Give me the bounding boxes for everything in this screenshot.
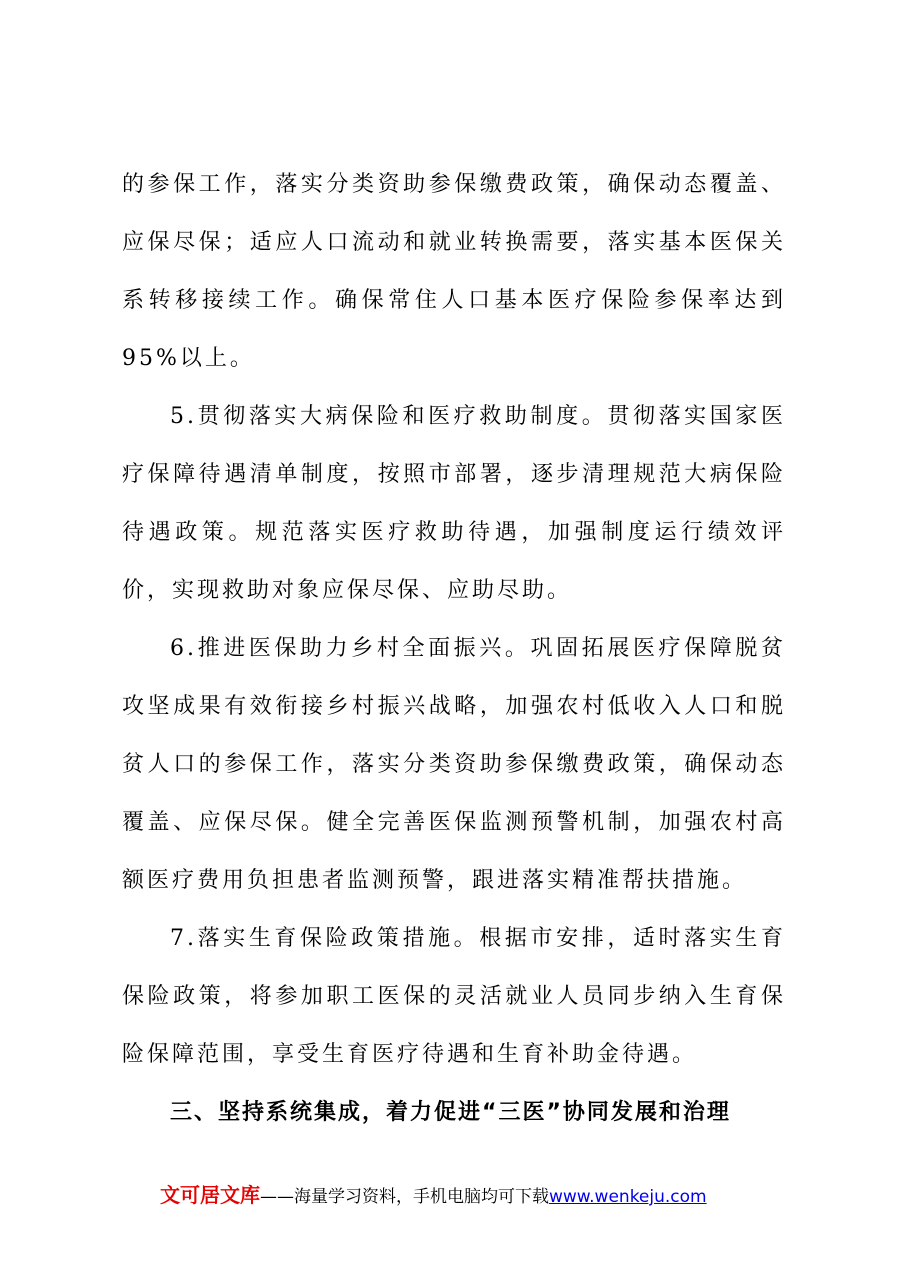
document-body <box>122 156 786 1142</box>
footer-banner <box>160 1181 780 1211</box>
paragraph-continuation: 的参保工作，落实分类资助参保缴费政策，确保动态覆盖、应保尽保；适应人口流动和就业转换需要，落实基本医保关系转移接续工作。确保常住人口基本医疗保险参保率达到95%以上。 <box>122 172 786 371</box>
paragraph-item-5: 5.贯彻落实大病保险和医疗救助制度。贯彻落实国家医疗保障待遇清单制度，按照市部署，逐步清理规范大病保险待遇政策。规范落实医疗救助待遇，加强制度运行绩效评价，实现救助对象应保尽保、应助尽助。 <box>122 404 786 603</box>
footer-website-link[interactable]: www.wenkeju.com <box>549 1187 707 1207</box>
section-heading: 三、坚持系统集成，着力促进“三医”协同发展和治理 <box>170 1100 731 1125</box>
footer-brand: 文可居文库 <box>160 1183 260 1207</box>
paragraph-item-6: 6.推进医保助力乡村全面振兴。巩固拓展医疗保障脱贫攻坚成果有效衔接乡村振兴战略，加强农村低收入人口和脱贫人口的参保工作，落实分类资助参保缴费政策，确保动态覆盖、应保尽保。健全完善医保监测预警机制，加强农村高额医疗费用负担患者监测预警，跟进落实精准帮扶措施。 <box>122 636 786 893</box>
paragraph-item-7: 7.落实生育保险政策措施。根据市安排，适时落实生育保险政策，将参加职工医保的灵活就业人员同步纳入生育保险保障范围，享受生育医疗待遇和生育补助金待遇。 <box>122 926 786 1067</box>
footer-description: ——海量学习资料，手机电脑均可下载 <box>260 1187 549 1207</box>
